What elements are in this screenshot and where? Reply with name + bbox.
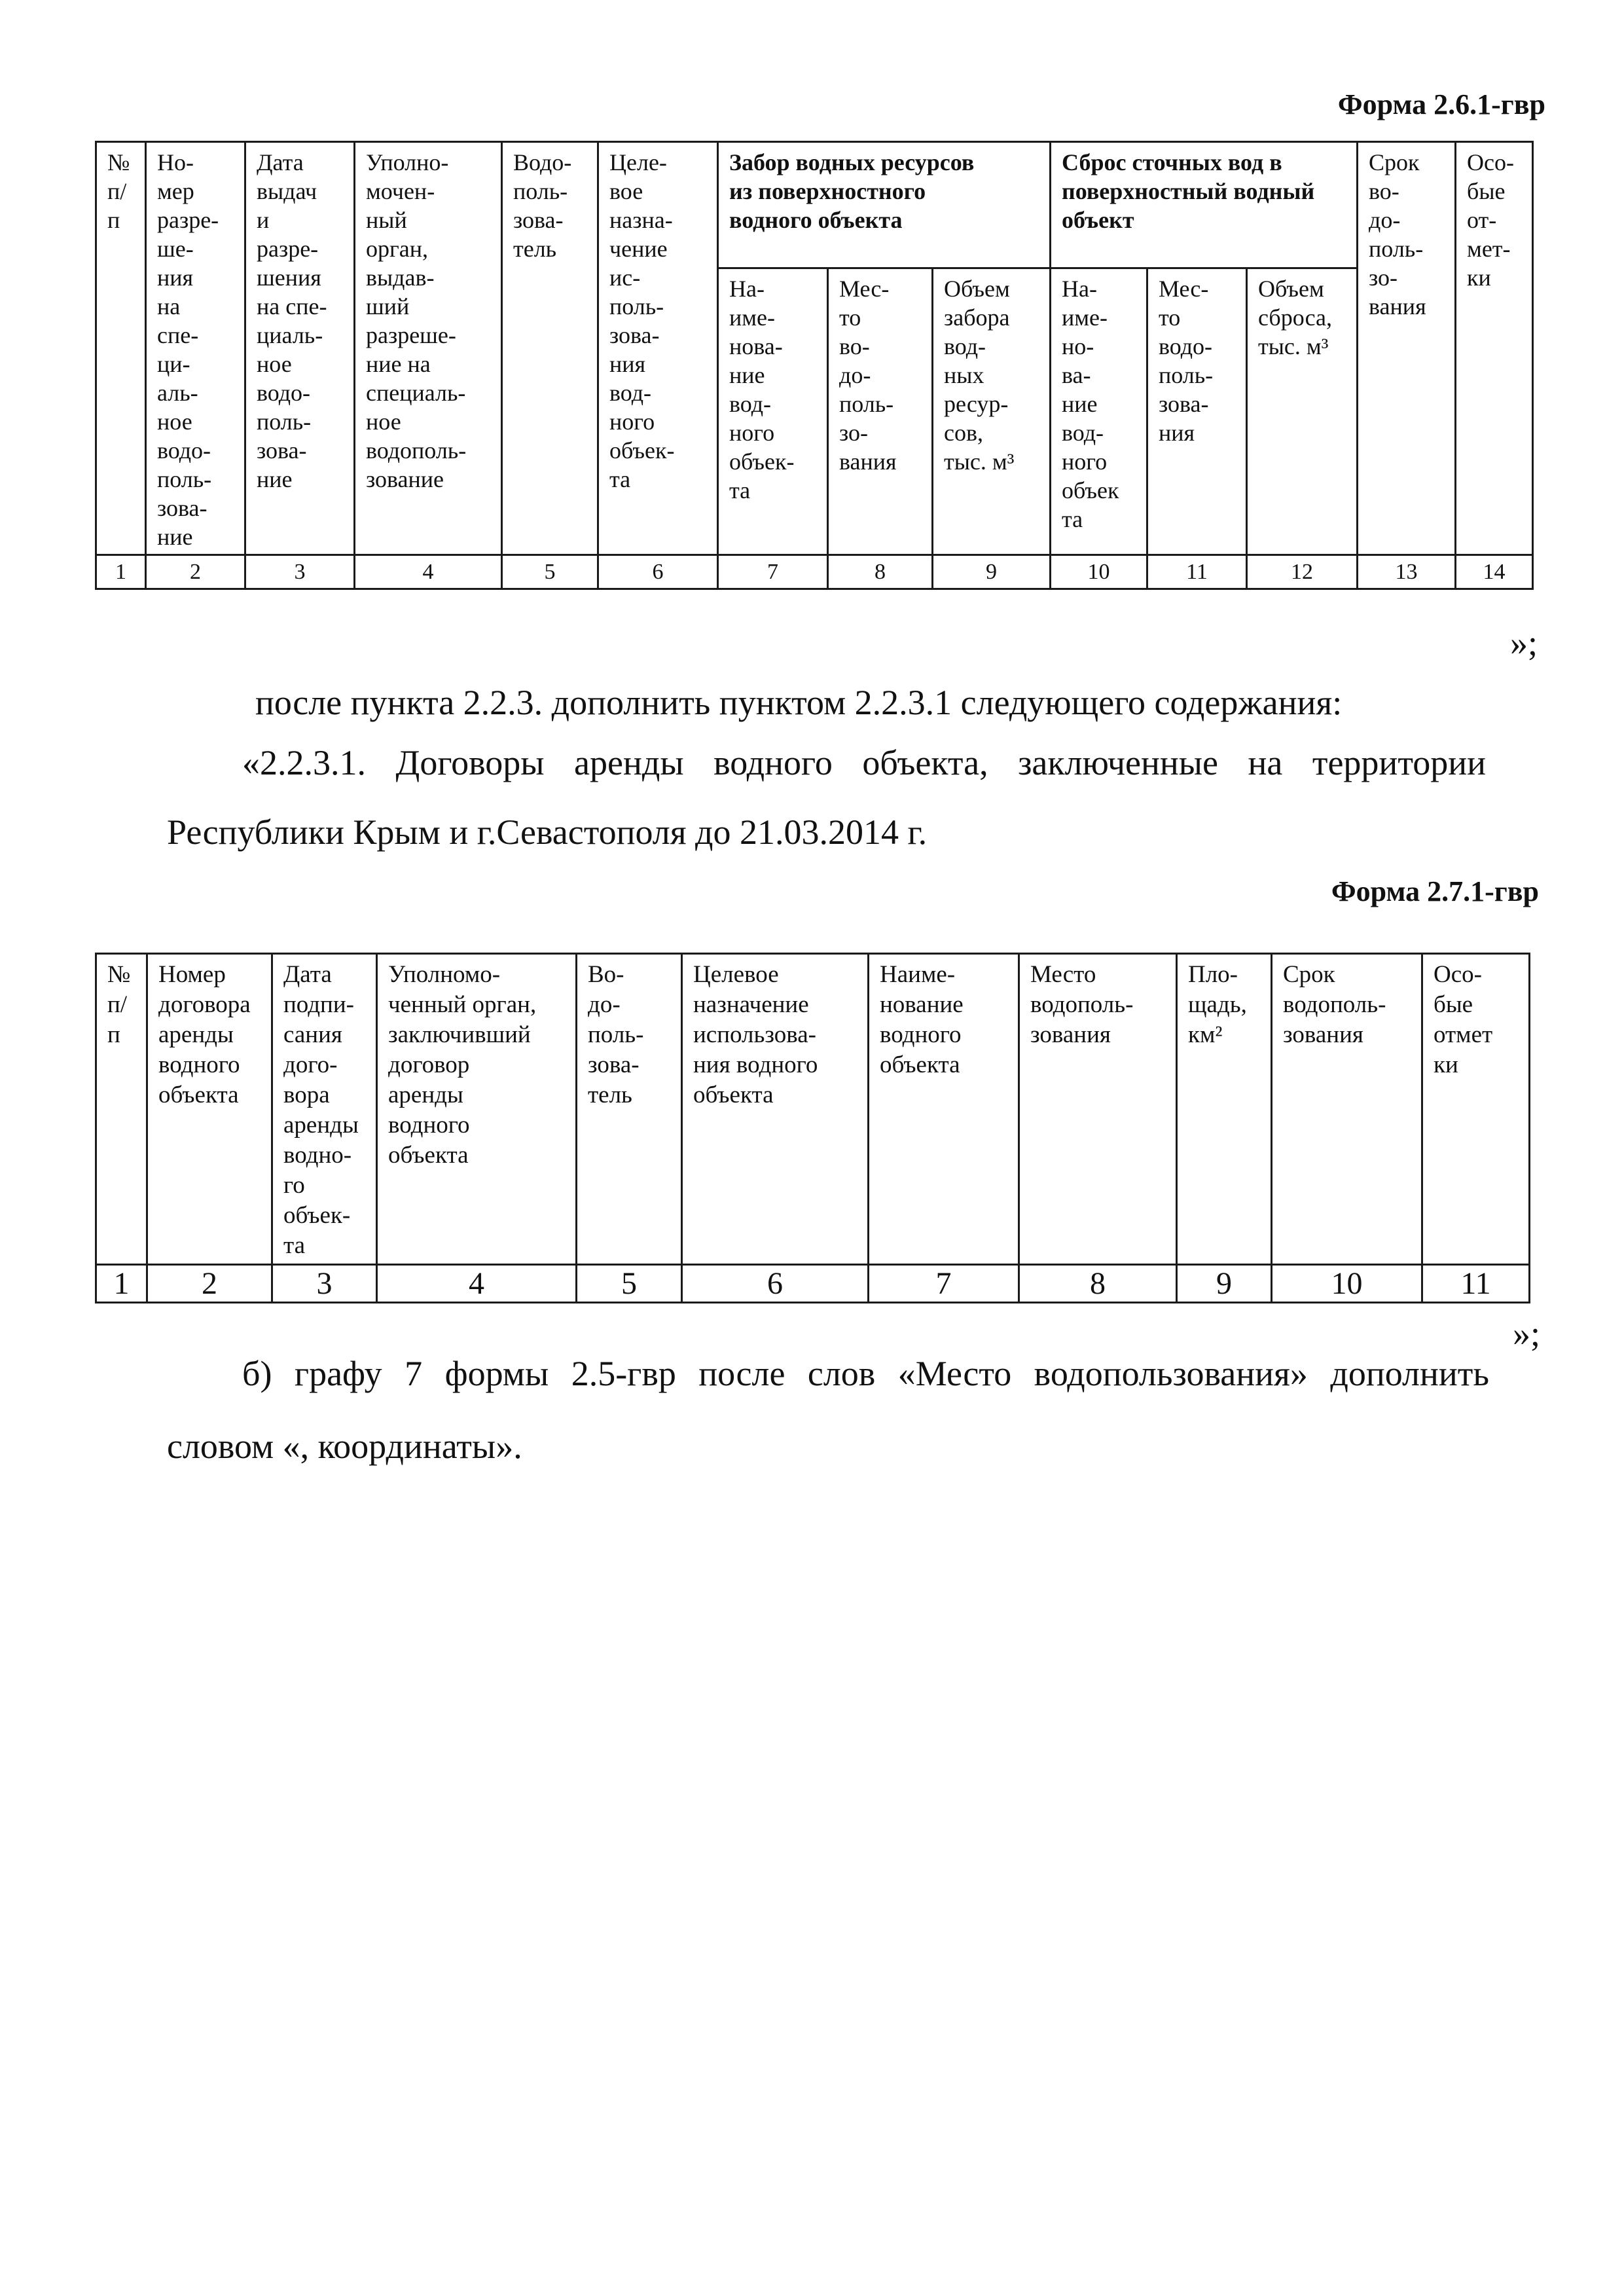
column-number: 1 <box>96 555 146 589</box>
header-cell-intake-volume: Объем забора вод- ных ресур- сов, тыс. м³ <box>933 268 1051 555</box>
header-cell-purpose: Целевое назначение использова- ния водного объекта <box>682 954 869 1265</box>
column-number: 4 <box>377 1265 577 1303</box>
form-2-6-1-title: Форма 2.6.1-гвр <box>1337 88 1545 120</box>
paragraph-clause-2-2-3-1-cont: Республики Крым и г.Севастополя до 21.03.2014 г. <box>167 812 928 852</box>
header-cell-purpose: Целе- вое назна- чение ис- поль- зова- ния вод- ного объек- та <box>598 142 718 555</box>
header-cell-number: № п/ п <box>96 954 147 1265</box>
column-number: 3 <box>245 555 355 589</box>
header-cell-number: № п/ п <box>96 142 146 555</box>
column-number: 8 <box>1019 1265 1177 1303</box>
header-cell-area: Пло- щадь, км² <box>1177 954 1272 1265</box>
column-number: 7 <box>869 1265 1019 1303</box>
header-row <box>96 954 1530 1265</box>
paragraph-amendment-b: б) графу 7 формы 2.5-гвр после слов «Место водопользования» дополнить <box>242 1354 1489 1393</box>
form-2-6-1-closing-quote: »; <box>1509 623 1538 663</box>
form-2-7-1-table <box>95 953 1530 1303</box>
form-2-7-1-title: Форма 2.7.1-гвр <box>1331 875 1539 907</box>
column-number: 1 <box>96 1265 147 1303</box>
paragraph-amendment-b-cont: словом «, координаты». <box>167 1427 522 1466</box>
header-cell-discharge-place: Мес- то водо- поль- зова- ния <box>1147 268 1247 555</box>
column-number: 6 <box>682 1265 869 1303</box>
header-cell-discharge-volume: Объем сброса, тыс. м³ <box>1247 268 1358 555</box>
header-group-intake: Забор водных ресурсов из поверхностного водного объекта <box>718 142 1051 268</box>
header-cell-signing-date: Дата подпи- сания дого- вора аренды водно- го объек- та <box>272 954 377 1265</box>
column-number: 9 <box>933 555 1051 589</box>
paragraph-amendment-intro: после пункта 2.2.3. дополнить пунктом 2.2.3.1 следующего содержания: <box>255 683 1343 722</box>
column-number: 10 <box>1272 1265 1422 1303</box>
header-cell-notes: Осо- бые от- мет- ки <box>1456 142 1533 555</box>
column-number: 3 <box>272 1265 377 1303</box>
column-number: 10 <box>1051 555 1147 589</box>
column-number: 11 <box>1422 1265 1530 1303</box>
header-cell-issuing-authority: Уполно- мочен- ный орган, выдав- ший разреше- ние на специаль- ное водополь- зование <box>355 142 502 555</box>
header-cell-object-name: Наиме- нование водного объекта <box>869 954 1019 1265</box>
header-cell-term: Срок водополь- зования <box>1272 954 1422 1265</box>
column-number: 5 <box>577 1265 682 1303</box>
header-row-top <box>96 142 1533 268</box>
form-2-7-1-closing-quote: »; <box>1512 1314 1540 1353</box>
column-number-row <box>96 555 1533 589</box>
column-number: 4 <box>355 555 502 589</box>
form-2-6-1-table <box>95 141 1534 590</box>
column-number-row <box>96 1265 1530 1303</box>
column-number: 9 <box>1177 1265 1272 1303</box>
paragraph-clause-2-2-3-1: «2.2.3.1. Договоры аренды водного объекта, заключенные на территории <box>242 743 1486 782</box>
column-number: 13 <box>1358 555 1456 589</box>
column-number: 8 <box>828 555 933 589</box>
header-cell-term: Срок во- до- поль- зо- вания <box>1358 142 1456 555</box>
header-cell-water-user: Водо- поль- зова- тель <box>502 142 598 555</box>
column-number: 14 <box>1456 555 1533 589</box>
header-group-discharge: Сброс сточных вод в поверхностный водный объект <box>1051 142 1358 268</box>
column-number: 6 <box>598 555 718 589</box>
header-cell-place: Место водополь- зования <box>1019 954 1177 1265</box>
header-cell-permit-number: Но- мер разре- ше- ния на спе- ци- аль- ное водо- поль- зова- ние <box>146 142 245 555</box>
header-cell-water-user: Во- до- поль- зова- тель <box>577 954 682 1265</box>
header-cell-intake-object-name: На- име- нова- ние вод- ного объек- та <box>718 268 828 555</box>
header-cell-contract-number: Номер договора аренды водного объекта <box>147 954 272 1265</box>
header-cell-authority: Уполномо- ченный орган, заключивший договор аренды водного объекта <box>377 954 577 1265</box>
header-cell-discharge-object-name: На- име- но- ва- ние вод- ного объек та <box>1051 268 1147 555</box>
column-number: 2 <box>146 555 245 589</box>
column-number: 7 <box>718 555 828 589</box>
column-number: 12 <box>1247 555 1358 589</box>
column-number: 11 <box>1147 555 1247 589</box>
column-number: 5 <box>502 555 598 589</box>
column-number: 2 <box>147 1265 272 1303</box>
header-cell-intake-place: Мес- то во- до- поль- зо- вания <box>828 268 933 555</box>
header-cell-issue-date: Дата выдач и разре- шения на спе- циаль- ное водо- поль- зова- ние <box>245 142 355 555</box>
header-cell-notes: Осо- бые отмет ки <box>1422 954 1530 1265</box>
